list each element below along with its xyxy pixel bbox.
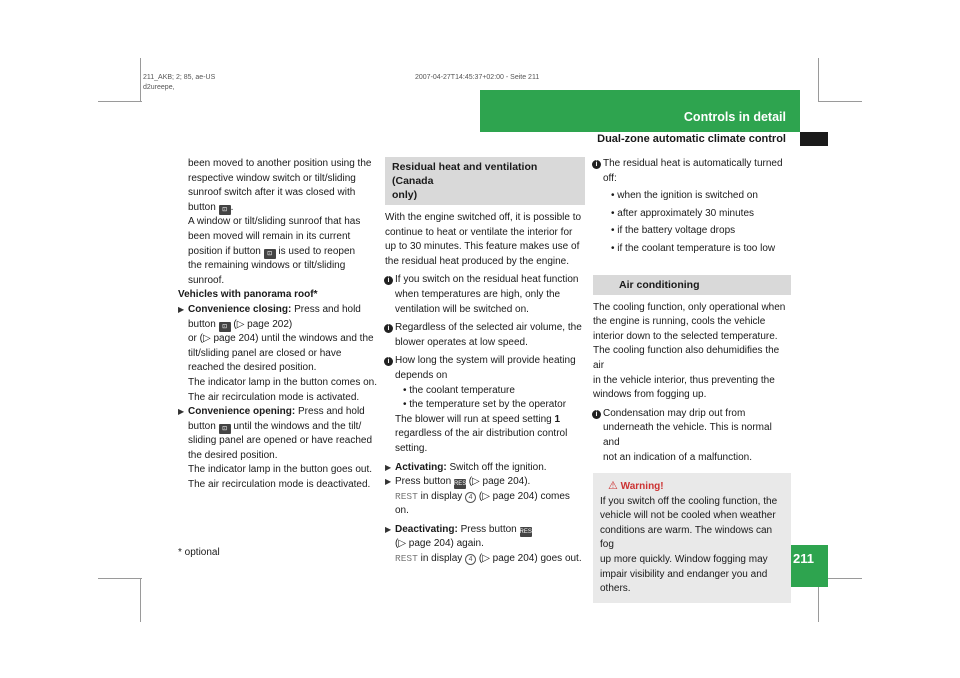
- text-span: (▷ page 204) goes out.: [478, 553, 582, 565]
- info-icon: i: [384, 357, 393, 366]
- text-line: reached the desired position.: [188, 362, 317, 374]
- bullet-item: • when the ignition is switched on: [611, 190, 758, 202]
- display-text: REST: [395, 553, 418, 565]
- text-line: the residual heat produced by the engine.: [385, 255, 570, 267]
- warning-title: Warning!: [620, 481, 664, 493]
- text-span: Press button: [395, 476, 452, 488]
- bullet-item: • if the battery voltage drops: [611, 225, 736, 237]
- text-line: [178, 405, 378, 420]
- text-line: setting.: [395, 442, 428, 454]
- text-line: impair visibility and endanger you and: [600, 568, 768, 580]
- text-span: if the battery voltage drops: [617, 225, 736, 237]
- header-band: [480, 90, 800, 132]
- text-span: in display: [420, 553, 463, 565]
- text-line: or (▷ page 204) until the windows and the: [188, 333, 374, 345]
- text-line: The air recirculation mode is activated.: [188, 391, 360, 403]
- arrow-icon: ▶: [385, 524, 392, 534]
- text-line: The air recirculation mode is deactivated.: [188, 479, 371, 491]
- text-span: if the coolant temperature is too low: [617, 242, 776, 254]
- subsection-title: Dual-zone automatic climate control: [597, 133, 786, 145]
- section-title: Controls in detail: [683, 110, 786, 124]
- crop-mark: [98, 101, 142, 102]
- crop-mark: [98, 578, 142, 579]
- text-line: [385, 273, 585, 288]
- info-icon: i: [592, 160, 601, 169]
- text-line: up to 30 minutes. This feature makes use of: [385, 241, 580, 253]
- column-1: [178, 157, 378, 493]
- text-line: sliding panel are opened or have reached: [188, 435, 373, 447]
- text-line: If you switch off the cooling function, the: [600, 495, 778, 507]
- column-3: [593, 157, 791, 603]
- header-black-tab: [800, 132, 828, 146]
- text-span: after approximately 30 minutes: [617, 207, 755, 219]
- text-span: the coolant temperature: [409, 384, 515, 396]
- text-line: when temperatures are high, only the: [395, 288, 561, 300]
- print-meta-line1: 211_AKB; 2; 85, ae-US: [143, 74, 216, 81]
- column-2: [385, 157, 585, 567]
- text-line: in the vehicle interior, thus preventing the: [593, 374, 775, 386]
- heading-line: only): [392, 189, 418, 201]
- text-line: the desired position.: [188, 449, 278, 461]
- arrow-icon: ▶: [385, 477, 392, 487]
- text-span: Regardless of the selected air volume, the: [395, 322, 582, 334]
- text-span: until the windows and the tilt/: [233, 420, 362, 432]
- display-number-badge: 4: [465, 492, 476, 503]
- text-line: not an indication of a malfunction.: [603, 451, 752, 463]
- text-line: [593, 407, 791, 422]
- text-line: regardless of the air distribution control: [395, 428, 568, 440]
- text-line: respective window switch or tilt/sliding: [188, 172, 356, 184]
- text-line: [385, 321, 585, 336]
- text-span: How long the system will provide heating: [395, 355, 576, 367]
- text-span: Condensation may drip out from: [603, 407, 746, 419]
- step-label: Convenience opening:: [188, 406, 296, 418]
- text-span: If you switch on the residual heat function: [395, 274, 579, 286]
- text-line: been moved will remain in its current: [188, 230, 351, 242]
- step-label: Activating:: [395, 461, 447, 473]
- text-span: when the ignition is switched on: [617, 190, 758, 202]
- text-span: in display: [420, 490, 463, 502]
- text-line: sunroof.: [188, 274, 225, 286]
- rest-button-icon: REST: [453, 481, 470, 488]
- arrow-icon: ▶: [385, 462, 392, 472]
- bullet-item: • the coolant temperature: [403, 384, 515, 396]
- info-icon: i: [592, 410, 601, 419]
- text-line: the engine is running, cools the vehicle: [593, 316, 766, 328]
- text-line: vehicle will not be cooled when weather: [600, 510, 776, 522]
- text-span: 1: [554, 413, 561, 425]
- text-line: With the engine switched off, it is possible to: [385, 212, 582, 223]
- text-line: others.: [600, 583, 631, 595]
- bullet-item: • the temperature set by the operator: [403, 399, 567, 411]
- text-line: tilt/sliding panel are closed or have: [188, 347, 342, 359]
- text-span: position if button: [188, 245, 261, 257]
- bullet-item: • if the coolant temperature is too low: [611, 242, 776, 254]
- window-button-icon: ⊡: [264, 249, 276, 259]
- text-span: (▷ page 204).: [468, 476, 531, 488]
- print-meta: [143, 73, 215, 93]
- window-button-icon: ⊡: [219, 424, 231, 434]
- text-line: (▷ page 204) again.: [395, 538, 484, 550]
- text-line: The cooling function also dehumidifies the air: [593, 345, 780, 371]
- section-heading-air-conditioning: Air conditioning: [593, 275, 791, 295]
- text-line: [178, 245, 378, 260]
- text-line: blower operates at low speed.: [395, 336, 528, 348]
- text-span: (▷ page 204) comes on.: [395, 490, 570, 517]
- text-line: continue to heat or ventilate the interior for: [385, 226, 573, 238]
- text-line: interior down to the selected temperature.: [593, 330, 778, 342]
- text-line: underneath the vehicle. This is normal and: [603, 422, 772, 448]
- crop-mark: [818, 101, 862, 102]
- subsection-bar: [480, 132, 800, 146]
- text-line: [178, 318, 378, 333]
- text-span: Press button: [460, 523, 517, 535]
- warning-heading: [600, 479, 784, 495]
- text-line: windows from fogging up.: [593, 389, 707, 401]
- step-label: Convenience closing:: [188, 303, 292, 315]
- info-icon: i: [384, 276, 393, 285]
- text-line: been moved to another position using the: [188, 158, 372, 169]
- subheading: Vehicles with panorama roof*: [178, 289, 318, 301]
- text-line: [385, 552, 585, 567]
- text-span: The blower will run at speed setting: [395, 413, 552, 425]
- text-line: [178, 420, 378, 435]
- text-line: [385, 523, 585, 538]
- text-span: the temperature set by the operator: [409, 399, 567, 411]
- crop-mark: [140, 578, 141, 622]
- text-span: button: [188, 201, 216, 213]
- rest-button-icon: REST: [519, 528, 536, 535]
- bullet-item: • after approximately 30 minutes: [611, 207, 755, 219]
- text-line: button ⊡ .: [188, 201, 234, 213]
- warning-triangle-icon: ⚠: [608, 480, 618, 493]
- page-number: 211: [793, 551, 814, 566]
- text-line: [385, 354, 585, 369]
- text-line: [385, 490, 585, 519]
- footnote: * optional: [178, 547, 220, 558]
- info-icon: i: [384, 324, 393, 333]
- text-line: off:: [603, 172, 617, 184]
- section-heading-residual-heat: [385, 157, 585, 205]
- text-line: [385, 413, 585, 428]
- text-span: The residual heat is automatically turned: [603, 158, 783, 169]
- text-line: depends on: [395, 369, 448, 381]
- text-line: [385, 461, 585, 476]
- text-line: [593, 157, 791, 172]
- text-line: sunroof switch after it was closed with: [188, 187, 356, 199]
- display-number-badge: 4: [465, 554, 476, 565]
- text-span: button: [188, 318, 216, 330]
- text-span: Switch off the ignition.: [449, 461, 547, 473]
- print-timestamp: 2007-04-27T14:45:37+02:00 - Seite 211: [415, 74, 540, 81]
- display-text: REST: [395, 490, 418, 502]
- warning-box: [593, 473, 791, 603]
- text-span: (▷ page 202): [233, 318, 293, 330]
- text-line: the remaining windows or tilt/sliding: [188, 260, 346, 272]
- text-line: The indicator lamp in the button comes on.: [188, 376, 377, 388]
- text-line: The cooling function, only operational when: [593, 301, 786, 313]
- text-line: up more quickly. Window fogging may: [600, 554, 768, 566]
- window-button-icon: ⊡: [219, 322, 231, 332]
- text-line: The indicator lamp in the button goes out.: [188, 464, 373, 476]
- text-line: ventilation will be switched on.: [395, 303, 529, 315]
- print-meta-line2: d2ureepe,: [143, 84, 175, 91]
- text-line: [385, 475, 585, 490]
- text-span: button: [188, 420, 216, 432]
- crop-mark: [818, 58, 819, 102]
- step-label: Deactivating:: [395, 523, 458, 535]
- text-span: is used to reopen: [278, 245, 356, 257]
- arrow-icon: ▶: [178, 407, 185, 417]
- crop-mark: [140, 58, 141, 102]
- window-button-icon: ⊡: [219, 205, 231, 215]
- text-span: Press and hold: [294, 303, 361, 315]
- arrow-icon: ▶: [178, 304, 185, 314]
- text-line: [178, 303, 378, 318]
- heading-line: Residual heat and ventilation (Canada: [392, 161, 538, 187]
- text-line: conditions are warm. The windows can fog: [600, 524, 773, 551]
- text-line: A window or tilt/sliding sunroof that has: [188, 216, 361, 228]
- text-span: Press and hold: [298, 406, 365, 418]
